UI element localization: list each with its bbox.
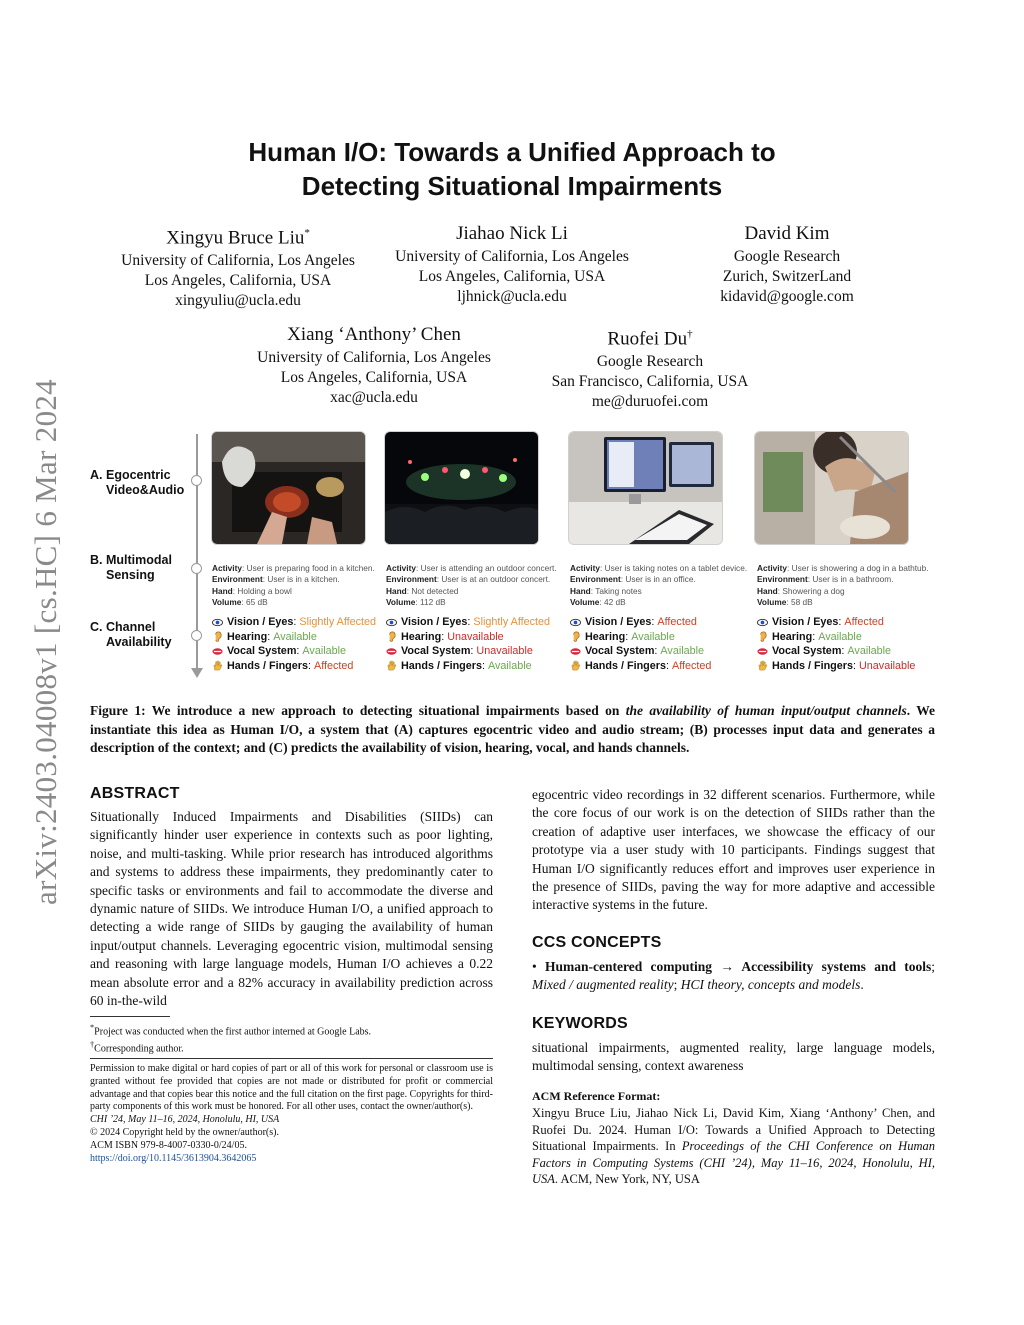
author-name: Ruofei Du	[607, 328, 688, 350]
label-line: Egocentric	[105, 468, 171, 482]
channel-status: Available	[273, 630, 317, 643]
field-value: User is in a bathroom.	[812, 574, 894, 585]
arxiv-sidebar	[30, 352, 62, 932]
author-affiliation: Google Research	[733, 248, 841, 265]
author-name: Xingyu Bruce Liu	[166, 227, 305, 249]
hand-icon	[212, 660, 223, 671]
channel-label: Vision / Eyes	[585, 616, 652, 628]
channel-label: Vision / Eyes	[772, 616, 839, 628]
author-affiliation: Google Research	[596, 353, 704, 371]
channel-label: Hands / Fingers	[401, 659, 482, 672]
field-value: 58 dB	[790, 596, 813, 607]
footnote-mark: †	[90, 1040, 95, 1050]
label-line: Availability	[106, 635, 172, 649]
channel-label: Hearing	[401, 630, 442, 643]
field-label: Hand	[570, 585, 591, 596]
label-channel	[90, 620, 172, 650]
photo-bathroom	[755, 432, 908, 544]
channel-status: Available	[631, 630, 675, 643]
author-location: Los Angeles, California, USA	[280, 369, 468, 386]
channel-status: Available	[847, 645, 892, 657]
channel-label: Vocal System	[227, 645, 297, 657]
label-multimodal	[90, 553, 172, 583]
field-label: Activity	[212, 563, 242, 573]
photo-kitchen	[212, 432, 365, 544]
field-label: Hand	[212, 585, 233, 596]
field-value: Showering a dog	[782, 585, 845, 596]
channel-label: Vocal System	[585, 645, 655, 657]
eye-icon	[570, 617, 581, 628]
footnotes	[90, 1022, 493, 1056]
channels-bathroom: Vision / Eyes : Affected Hearing : Available Vocal System : Available Hands / Fingers : Unavailable	[757, 615, 915, 673]
label-line: Sensing	[106, 568, 155, 582]
ear-icon	[386, 631, 397, 642]
channels-concert: Vision / Eyes : Slightly Affected Hearing : Unavailable Vocal System : Unavailable Hands / Fingers : Available	[386, 615, 550, 673]
field-value: User is attending an outdoor concert.	[420, 563, 557, 573]
field-label: Volume	[386, 596, 416, 607]
author-location: Los Angeles, California, USA	[144, 272, 332, 290]
abstract-text-right: egocentric video recordings in 32 different scenarios. Furthermore, while the core focus of our work is on the detection of SIIDs rather than the creation of adaptive user interfaces, we showcase the efficacy of our prototype via a user study with 10 participants. Findings suggest that Human I/O significantly reduces effort and improves user experience in the presence of SIIDs, paving the way for more adaptive and accessible interactive systems in the future.	[532, 787, 935, 913]
channels-kitchen: Vision / Eyes : Slightly Affected Hearing : Available Vocal System : Available Hands / Fingers : Affected	[212, 615, 376, 673]
field-label: Activity	[757, 563, 787, 573]
author-email[interactable]: me@duruofei.com	[591, 393, 709, 411]
caption-emphasis: the availability of human input/output channels	[625, 703, 907, 718]
ear-icon	[212, 631, 223, 642]
field-label: Hand	[757, 585, 778, 596]
channel-label: Hearing	[772, 630, 813, 643]
label-prefix: B.	[90, 553, 103, 567]
eye-icon	[386, 617, 397, 628]
field-value: Holding a bowl	[237, 585, 292, 596]
footnote-text: Project was conducted when the first author interned at Google Labs.	[94, 1026, 372, 1038]
author-affiliation: University of California, Los Angeles	[257, 349, 491, 366]
channel-status: Available	[302, 645, 347, 657]
photo-office	[569, 432, 722, 544]
channel-status: Unavailable	[476, 645, 533, 657]
keywords-heading: KEYWORDS	[532, 1015, 628, 1032]
mouth-icon	[570, 646, 581, 657]
channel-status: Available	[488, 659, 532, 672]
field-value: User is taking notes on a tablet device.	[604, 563, 748, 573]
copyright-line: © 2024 Copyright held by the owner/author(s).	[90, 1126, 279, 1138]
channel-status: Available	[660, 645, 705, 657]
label-line: Channel	[105, 620, 156, 634]
context-office: Activity: User is taking notes on a tablet device. Environment: User is in an office. Hand: Taking notes Volume: 42 dB	[570, 563, 748, 607]
field-label: Environment	[212, 574, 263, 585]
ccs-subconcept: Mixed / augmented reality	[532, 977, 674, 993]
channel-label: Vocal System	[401, 645, 471, 657]
author-name: Xiang ‘Anthony’ Chen	[287, 324, 461, 345]
field-value: 42 dB	[603, 596, 626, 607]
title-line-1: Human I/O: Towards a Unified Approach to	[248, 137, 776, 167]
author-name: Jiahao Nick Li	[456, 223, 568, 244]
timeline-dot-c	[191, 630, 202, 641]
field-label: Volume	[570, 596, 600, 607]
timeline-arrowhead	[191, 668, 203, 678]
field-label: Environment	[570, 574, 621, 585]
hand-icon	[386, 660, 397, 671]
reference-part: . ACM, New York, NY, USA	[554, 1172, 700, 1187]
mouth-icon	[386, 646, 397, 657]
venue-line: CHI ’24, May 11–16, 2024, Honolulu, HI, USA	[90, 1114, 280, 1126]
timeline-dot-b	[191, 563, 202, 574]
author-block-5	[530, 322, 770, 412]
author-block-3	[686, 221, 888, 307]
footnote-mark: *	[90, 1023, 95, 1032]
field-label: Environment	[386, 574, 437, 585]
permission-text: Permission to make digital or hard copies of part or all of this work for personal or classroom use is granted without fee provided that copies are not made or distributed for profit or commercial advantage and that copies bear this notice and the full citation on the first page. Copyrights for third-party components of this work must be honored. For all other uses, contact the owner/author(s).	[90, 1063, 493, 1113]
field-value: User is in a kitchen.	[267, 574, 340, 585]
ccs-separator: ;	[673, 977, 681, 993]
channels-office: Vision / Eyes : Affected Hearing : Available Vocal System : Available Hands / Fingers : Affected	[570, 615, 711, 673]
author-email[interactable]: ljhnick@ucla.edu	[457, 288, 567, 305]
field-value: 112 dB	[419, 596, 446, 607]
channel-label: Hearing	[227, 630, 268, 643]
eye-icon	[212, 617, 223, 628]
paper-title	[150, 135, 874, 203]
channel-status: Affected	[844, 616, 884, 628]
author-location: Zurich, SwitzerLand	[722, 268, 852, 285]
ccs-subconcept: HCI theory, concepts and models	[680, 977, 861, 993]
author-mark: *	[304, 227, 310, 239]
keywords-text: situational impairments, augmented reality, large language models, multimodal sensing, context awareness	[532, 1040, 935, 1074]
channel-status: Slightly Affected	[299, 616, 377, 628]
author-block-4	[244, 322, 504, 408]
channel-status: Affected	[314, 659, 354, 672]
mouth-icon	[757, 646, 768, 657]
channel-status: Affected	[672, 659, 712, 672]
timeline-dot-a	[191, 475, 202, 486]
reference-heading: ACM Reference Format:	[532, 1089, 661, 1103]
permission-block	[90, 1063, 493, 1165]
caption-text: . We instantiate this idea as Human I/O, a system that (A) captures egocentric video and audio stream; (B) processes input data and generates a description of the context; and (C) predicts the availability of vision, hearing, vocal, and hands channels.	[90, 703, 935, 756]
reference-text	[532, 1105, 935, 1188]
ear-icon	[757, 631, 768, 642]
field-label: Hand	[386, 585, 407, 596]
label-line: Video&Audio	[106, 483, 185, 497]
channel-label: Hands / Fingers	[772, 659, 853, 672]
channel-status: Slightly Affected	[473, 616, 551, 628]
author-block-1	[108, 221, 368, 311]
photo-concert	[385, 432, 538, 544]
field-value: User is in an office.	[625, 574, 696, 585]
context-concert: Activity: User is attending an outdoor concert. Environment: User is at an outdoor concert. Hand: Not detected Volume: 112 dB	[386, 563, 557, 607]
reference-part: Xingyu Bruce Liu, Jiahao Nick Li, David Kim, Xiang ‘Anthony’ Chen, and Ruofei Du. 2024. Human I/O: Towards a Unified Approach to Detecting Situational Impairments. In	[532, 1106, 935, 1154]
permission-rule	[90, 1058, 493, 1059]
isbn-line: ACM ISBN 979-8-4007-0330-0/24/05.	[90, 1139, 247, 1151]
channel-status: Affected	[657, 616, 697, 628]
channel-label: Hearing	[585, 630, 626, 643]
hand-icon	[570, 660, 581, 671]
ccs-end: .	[860, 977, 864, 993]
abstract-heading: ABSTRACT	[90, 785, 180, 802]
ccs-concept: Human-centered computing → Accessibility systems and tools	[545, 959, 932, 974]
channel-label: Hands / Fingers	[585, 659, 666, 672]
channel-label: Vocal System	[772, 645, 842, 657]
label-line: Multimodal	[105, 553, 172, 567]
author-name: David Kim	[744, 223, 830, 244]
field-label: Activity	[570, 563, 600, 573]
ccs-text	[532, 958, 935, 995]
field-label: Environment	[757, 574, 808, 585]
context-bathroom: Activity: User is showering a dog in a bathtub. Environment: User is in a bathroom. Hand: Showering a dog Volume: 58 dB	[757, 563, 929, 607]
reference-venue: Proceedings of the CHI Conference on Human Factors in Computing Systems (CHI ’24), May 11–16, 2024, Honolulu, HI, USA	[532, 1139, 935, 1187]
channel-label: Vision / Eyes	[227, 616, 294, 628]
label-prefix: A.	[90, 468, 103, 482]
field-value: Not detected	[411, 585, 459, 596]
footnote-text: Corresponding author.	[94, 1043, 184, 1055]
channel-label: Vision / Eyes	[401, 616, 468, 628]
label-egocentric	[90, 468, 184, 498]
author-block-2	[382, 221, 642, 307]
label-prefix: C.	[90, 620, 103, 634]
field-value: User is preparing food in a kitchen.	[246, 563, 375, 573]
hand-icon	[757, 660, 768, 671]
channel-label: Hands / Fingers	[227, 659, 308, 672]
field-value: 65 dB	[245, 596, 268, 607]
ccs-separator: ;	[931, 959, 936, 974]
footnote-rule	[90, 1016, 170, 1017]
author-affiliation: University of California, Los Angeles	[121, 252, 355, 270]
field-label: Volume	[212, 596, 242, 607]
author-email[interactable]: kidavid@google.com	[720, 288, 854, 305]
author-location: Los Angeles, California, USA	[418, 268, 606, 285]
channel-status: Unavailable	[859, 659, 916, 672]
author-location: San Francisco, California, USA	[551, 373, 749, 391]
arxiv-identifier: arXiv:2403.04008v1 [cs.HC] 6 Mar 2024	[28, 379, 63, 905]
channel-status: Available	[818, 630, 862, 643]
field-value: Taking notes	[595, 585, 642, 596]
figure-caption	[90, 702, 935, 758]
author-affiliation: University of California, Los Angeles	[395, 248, 629, 265]
field-label: Activity	[386, 563, 416, 573]
ccs-bullet: •	[532, 959, 537, 974]
ear-icon	[570, 631, 581, 642]
caption-text: Figure 1: We introduce a new approach to detecting situational impairments based on	[90, 703, 626, 718]
title-line-2: Detecting Situational Impairments	[301, 171, 723, 201]
field-label: Volume	[757, 596, 787, 607]
author-mark: †	[687, 328, 693, 340]
channel-status: Unavailable	[447, 630, 504, 643]
author-email[interactable]: xingyuliu@ucla.edu	[175, 292, 301, 310]
mouth-icon	[212, 646, 223, 657]
field-value: User is showering a dog in a bathtub.	[791, 563, 929, 573]
author-email[interactable]: xac@ucla.edu	[330, 389, 418, 406]
ccs-heading: CCS CONCEPTS	[532, 934, 662, 951]
field-value: User is at an outdoor concert.	[441, 574, 551, 585]
context-kitchen: Activity: User is preparing food in a kitchen. Environment: User is in a kitchen. Hand: Holding a bowl Volume: 65 dB	[212, 563, 375, 607]
abstract-text-left: Situationally Induced Impairments and Disabilities (SIIDs) can significantly hinder user experience in contexts such as poor lighting, noise, and multi-tasking. While prior research has introduced algorithms and systems to address these impairments, they predominantly cater to specific tasks or environments and fail to accommodate the diverse and dynamic nature of SIIDs. We introduce Human I/O, a unified approach to detecting a wide range of SIIDs by gauging the availability of human input/output channels. Leveraging egocentric vision, multimodal sensing and reasoning with large language models, Human I/O achieves a 0.22 mean absolute error and a 82% accuracy in availability prediction across 60 in-the-wild	[90, 809, 493, 1009]
eye-icon	[757, 617, 768, 628]
doi-link[interactable]: https://doi.org/10.1145/3613904.3642065	[90, 1152, 257, 1164]
